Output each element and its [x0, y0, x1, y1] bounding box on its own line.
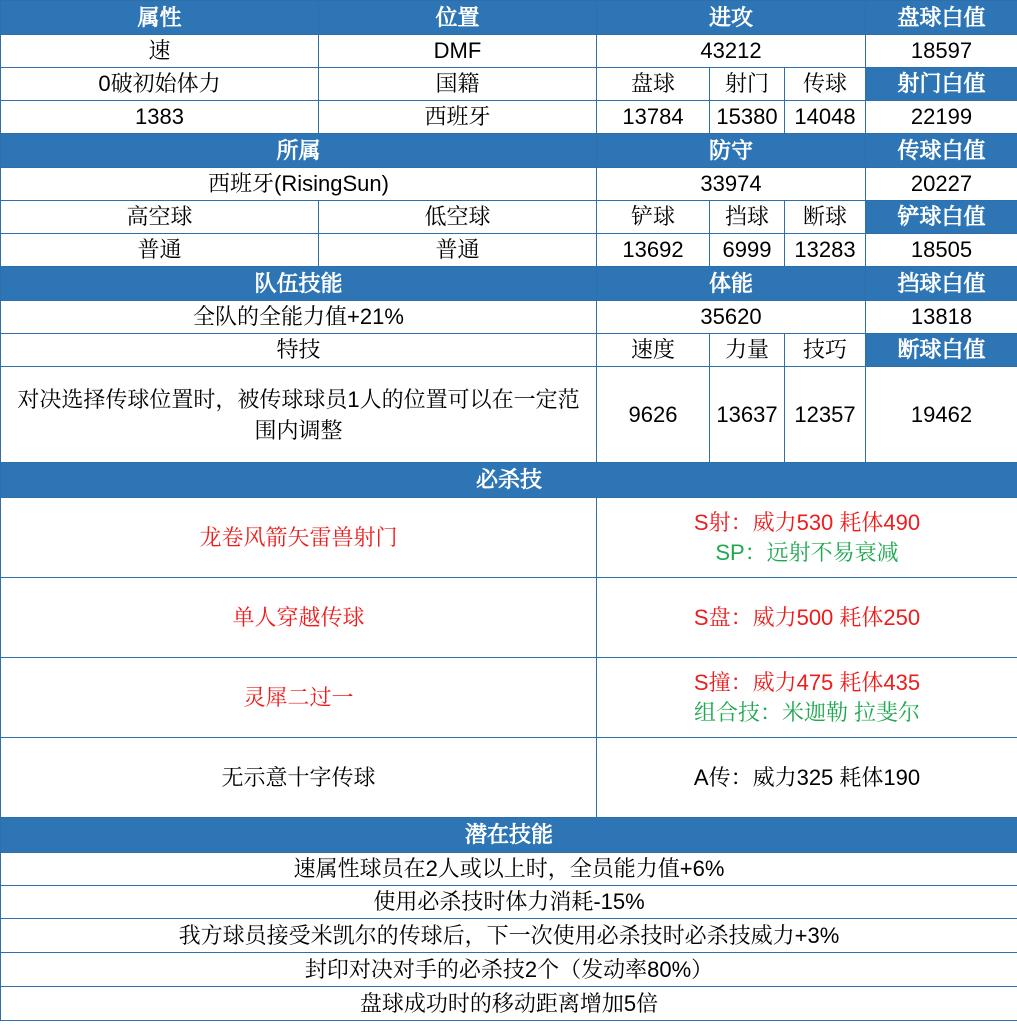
team-skill-value: 全队的全能力值+21%	[1, 301, 597, 334]
trait-description: 对决选择传球位置时，被传球球员1人的位置可以在一定范围内调整	[1, 367, 597, 463]
header-block-white: 挡球白值	[866, 267, 1017, 301]
stamina-value: 35620	[597, 301, 866, 334]
latent-skill-item: 封印对决对手的必杀技2个（发动率80%）	[1, 953, 1017, 987]
header-special-moves: 必杀技	[1, 463, 1017, 498]
dribble-white-value: 18597	[866, 35, 1017, 68]
move-name: 龙卷风箭矢雷兽射门	[1, 498, 597, 578]
move-row	[1, 578, 1017, 658]
move-row	[1, 738, 1017, 818]
move-extra: 组合技：米迦勒 拉斐尔	[693, 699, 921, 725]
move-name: 无示意十字传球	[1, 738, 597, 818]
position-value: DMF	[319, 35, 597, 68]
block-label: 挡球	[710, 201, 785, 234]
header-position: 位置	[319, 1, 597, 35]
header-shoot-white: 射门白值	[866, 68, 1017, 101]
move-name: 灵犀二过一	[1, 658, 597, 738]
pass-white-value: 20227	[866, 168, 1017, 201]
header-stamina: 体能	[597, 267, 866, 301]
speed-label: 速度	[597, 334, 710, 367]
header-dribble-white: 盘球白值	[866, 1, 1017, 35]
shoot-value: 15380	[710, 101, 785, 134]
affiliation-value: 西班牙(RisingSun)	[1, 168, 597, 201]
high-ball-label: 高空球	[1, 201, 319, 234]
shoot-white-value: 22199	[866, 101, 1017, 134]
header-defense: 防守	[597, 134, 866, 168]
move-detail-cell	[597, 578, 1017, 658]
nationality-value: 西班牙	[319, 101, 597, 134]
header-pass-white: 传球白值	[866, 134, 1017, 168]
block-white-value: 13818	[866, 301, 1017, 334]
pass-label: 传球	[785, 68, 866, 101]
dribble-value: 13784	[597, 101, 710, 134]
high-ball-value: 普通	[1, 234, 319, 267]
attack-value: 43212	[597, 35, 866, 68]
header-attribute: 属性	[1, 1, 319, 35]
header-affiliation: 所属	[1, 134, 597, 168]
dribble-label: 盘球	[597, 68, 710, 101]
move-name: 单人穿越传球	[1, 578, 597, 658]
latent-skill-item: 我方球员接受米凯尔的传球后，下一次使用必杀技时必杀技威力+3%	[1, 919, 1017, 953]
pass-value: 14048	[785, 101, 866, 134]
initial-stamina-label: 0破初始体力	[1, 68, 319, 101]
intercept-label: 断球	[785, 201, 866, 234]
intercept-value: 13283	[785, 234, 866, 267]
move-detail: A传：威力325 耗体190	[693, 764, 921, 790]
technique-label: 技巧	[785, 334, 866, 367]
low-ball-value: 普通	[319, 234, 597, 267]
technique-value: 12357	[785, 367, 866, 463]
move-detail: S射：威力530 耗体490	[693, 509, 921, 535]
attribute-value: 速	[1, 35, 319, 68]
move-row	[1, 658, 1017, 738]
low-ball-label: 低空球	[319, 201, 597, 234]
move-detail: S撞：威力475 耗体435	[693, 669, 921, 695]
move-extra: SP：远射不易衰减	[715, 539, 899, 565]
move-detail-cell	[597, 498, 1017, 578]
header-team-skill: 队伍技能	[1, 267, 597, 301]
tackle-label: 铲球	[597, 201, 710, 234]
power-value: 13637	[710, 367, 785, 463]
tackle-value: 13692	[597, 234, 710, 267]
header-tackle-white: 铲球白值	[866, 201, 1017, 234]
block-value: 6999	[710, 234, 785, 267]
header-attack: 进攻	[597, 1, 866, 35]
initial-stamina-value: 1383	[1, 101, 319, 134]
move-detail-cell	[597, 658, 1017, 738]
trait-label: 特技	[1, 334, 597, 367]
header-intercept-white: 断球白值	[866, 334, 1017, 367]
power-label: 力量	[710, 334, 785, 367]
move-row	[1, 498, 1017, 578]
move-detail: S盘：威力500 耗体250	[693, 604, 921, 630]
tackle-white-value: 18505	[866, 234, 1017, 267]
latent-skill-item: 使用必杀技时体力消耗-15%	[1, 886, 1017, 919]
defense-value: 33974	[597, 168, 866, 201]
shoot-label: 射门	[710, 68, 785, 101]
intercept-white-value: 19462	[866, 367, 1017, 463]
speed-value: 9626	[597, 367, 710, 463]
move-detail-cell	[597, 738, 1017, 818]
latent-skill-item: 速属性球员在2人或以上时，全员能力值+6%	[1, 853, 1017, 886]
latent-skill-item: 盘球成功时的移动距离增加5倍	[1, 987, 1017, 1021]
nationality-label: 国籍	[319, 68, 597, 101]
header-latent-skills: 潜在技能	[1, 818, 1017, 853]
